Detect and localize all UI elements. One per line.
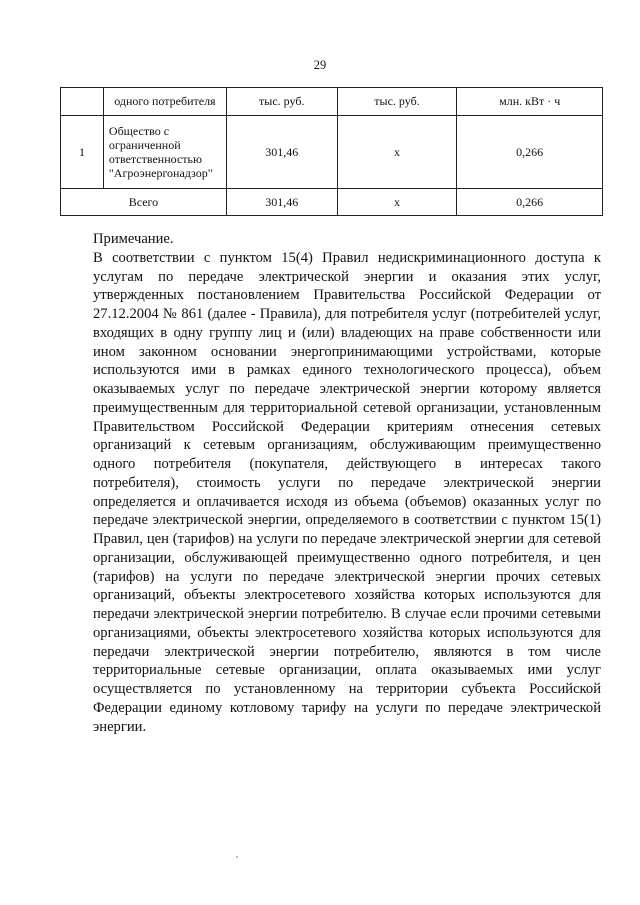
total-value-2: х — [337, 189, 457, 216]
header-cell-index — [61, 88, 104, 116]
scan-dot — [236, 856, 238, 858]
table-header-row — [61, 88, 603, 116]
total-value-1: 301,46 — [226, 189, 337, 216]
table-row — [61, 116, 603, 189]
row-value-1: 301,46 — [226, 116, 337, 189]
total-value-3: 0,266 — [457, 189, 603, 216]
row-index: 1 — [61, 116, 104, 189]
total-label: Всего — [61, 189, 227, 216]
header-cell-unit-2: тыс. руб. — [337, 88, 457, 116]
row-value-2: х — [337, 116, 457, 189]
tariff-table — [60, 87, 603, 216]
header-cell-unit-3: млн. кВт · ч — [457, 88, 603, 116]
page-number: 29 — [313, 58, 327, 72]
row-value-3: 0,266 — [457, 116, 603, 189]
organization-name: Общество с ограниченной ответственностью "Агроэнергонадзор" — [103, 116, 226, 189]
note-section — [93, 230, 601, 736]
header-cell-unit-1: тыс. руб. — [226, 88, 337, 116]
header-cell-consumer: одного потребителя — [103, 88, 226, 116]
note-body: В соответствии с пунктом 15(4) Правил недискриминационного доступа к услугам по передаче электрической энергии и оказания этих услуг, утвержденных постановлением Правительства Российской Федерации от 27.12.2004 № 861 (далее - Правила), для потребителя услуг (потребителей услуг, входящих в одну группу лиц и (или) владеющих на праве собственности или ином законном основании энергопринимающими устройствами, которые используются ими в рамках единого технологического процесса), объем оказываемых услуг по передаче электрической энергии которому является преимущественным для территориальной сетевой организации, установленным Правительством Российской Федерации критериям отнесения сетевых организаций к сетевым организациям, обслуживающим преимущественно одного потребителя (покупателя, действующего в интересах такого потребителя), стоимость услуги по передаче электрической энергии определяется и оплачивается исходя из объема (объемов) оказанных услуг по передаче электрической энергии, определяемого в соответствии с пунктом 15(1) Правил, цен (тарифов) на услуги по передаче электрической энергии для сетевой организации, обслуживающей преимущественно одного потребителя, и цен (тарифов) на услуги по передаче электрической энергии прочих сетевых организаций, объекты электросетевого хозяйства которых используются для передачи электрической энергии потребителю. В случае если прочими сетевыми организациями, объекты электросетевого хозяйства которых используются для передачи электрической энергии потребителю, являются в том числе территориальные сетевые организации, оплата оказываемых ими услуг осуществляется по установленному на территории субъекта Российской Федерации единому котловому тарифу на услуги по передаче электрической энергии. — [93, 249, 601, 735]
table-total-row — [61, 189, 603, 216]
note-title: Примечание. — [93, 231, 174, 247]
